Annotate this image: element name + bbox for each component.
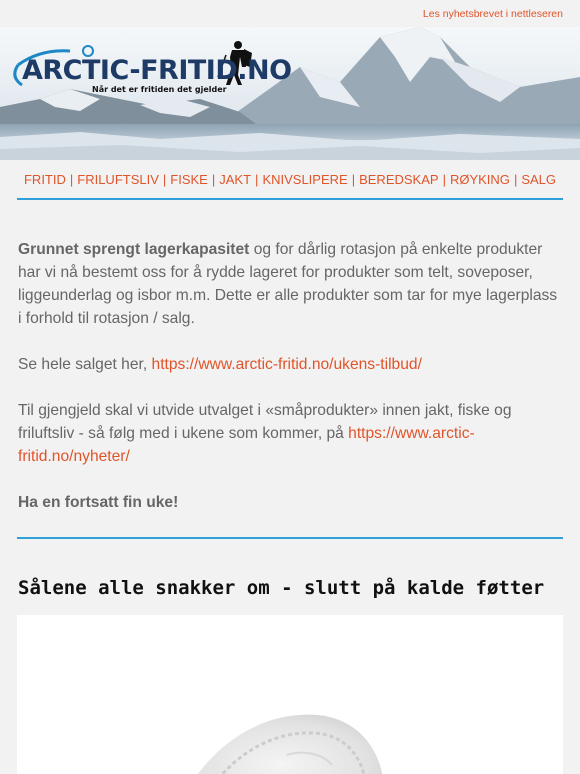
nav-separator: | (162, 171, 167, 187)
sale-link[interactable]: https://www.arctic-fritid.no/ukens-tilbud/ (151, 356, 422, 373)
nav-item-knivslipere[interactable]: KNIVSLIPERE (262, 171, 348, 187)
nav-separator: | (442, 171, 446, 187)
category-nav (0, 160, 580, 198)
nav-item-fritid[interactable]: FRITID (23, 171, 66, 187)
nav-item-salg[interactable]: SALG (521, 171, 557, 187)
header-banner (0, 27, 580, 160)
topbar (0, 0, 580, 27)
nav-separator: | (351, 171, 356, 187)
brand-logo[interactable] (22, 57, 292, 95)
nav-separator: | (513, 171, 518, 187)
sale-text: Se hele salget her, (18, 356, 152, 373)
news-text: Til gjengjeld skal vi utvide utvalget i «småprodukter» innen jakt, fiske og friluftsliv - så følg med i ukene som kommer, på (18, 402, 512, 442)
divider (17, 537, 563, 539)
signoff-text: Ha en fortsatt fin uke! (18, 494, 179, 511)
intro-bold: Grunnet sprengt lagerkapasitet (18, 241, 250, 258)
logo-tagline: Når det er fritiden det gjelder (92, 85, 227, 94)
nav-item-beredskap[interactable]: BEREDSKAP (359, 171, 439, 187)
section-heading: Sålene alle snakker om - slutt på kalde føtter (18, 577, 545, 599)
nav-item-royking[interactable]: RØYKING (449, 171, 510, 187)
newsletter-body (0, 200, 580, 514)
logo-text: ARCTIC-FRITID.NO (22, 55, 292, 86)
nav-item-jakt[interactable]: JAKT (219, 171, 252, 187)
view-in-browser-link[interactable]: Les nyhetsbrevet i nettleseren (422, 7, 563, 20)
news-paragraph (18, 399, 562, 468)
intro-text: og for dårlig rotasjon på enkelte produkter har vi nå bestemt oss for å rydde lageret for produkter som telt, soveposer, liggeunderlag og isbor m.m. Dette er alle produkter som tar for mye lagerplass i forhold til rotasjon / salg. (18, 241, 558, 327)
product-image[interactable] (17, 615, 563, 774)
sale-paragraph (18, 353, 562, 376)
nav-item-fiske[interactable]: FISKE (170, 171, 208, 187)
nav-separator: | (255, 171, 259, 187)
nav-separator: | (211, 171, 216, 187)
nav-separator: | (69, 171, 74, 187)
news-link[interactable]: https://www.arctic-fritid.no/nyheter/ (18, 425, 475, 465)
signoff-paragraph (18, 491, 562, 514)
nav-item-friluftsliv[interactable]: FRILUFTSLIV (77, 171, 159, 187)
insole-image (17, 615, 563, 774)
intro-paragraph (18, 238, 562, 330)
